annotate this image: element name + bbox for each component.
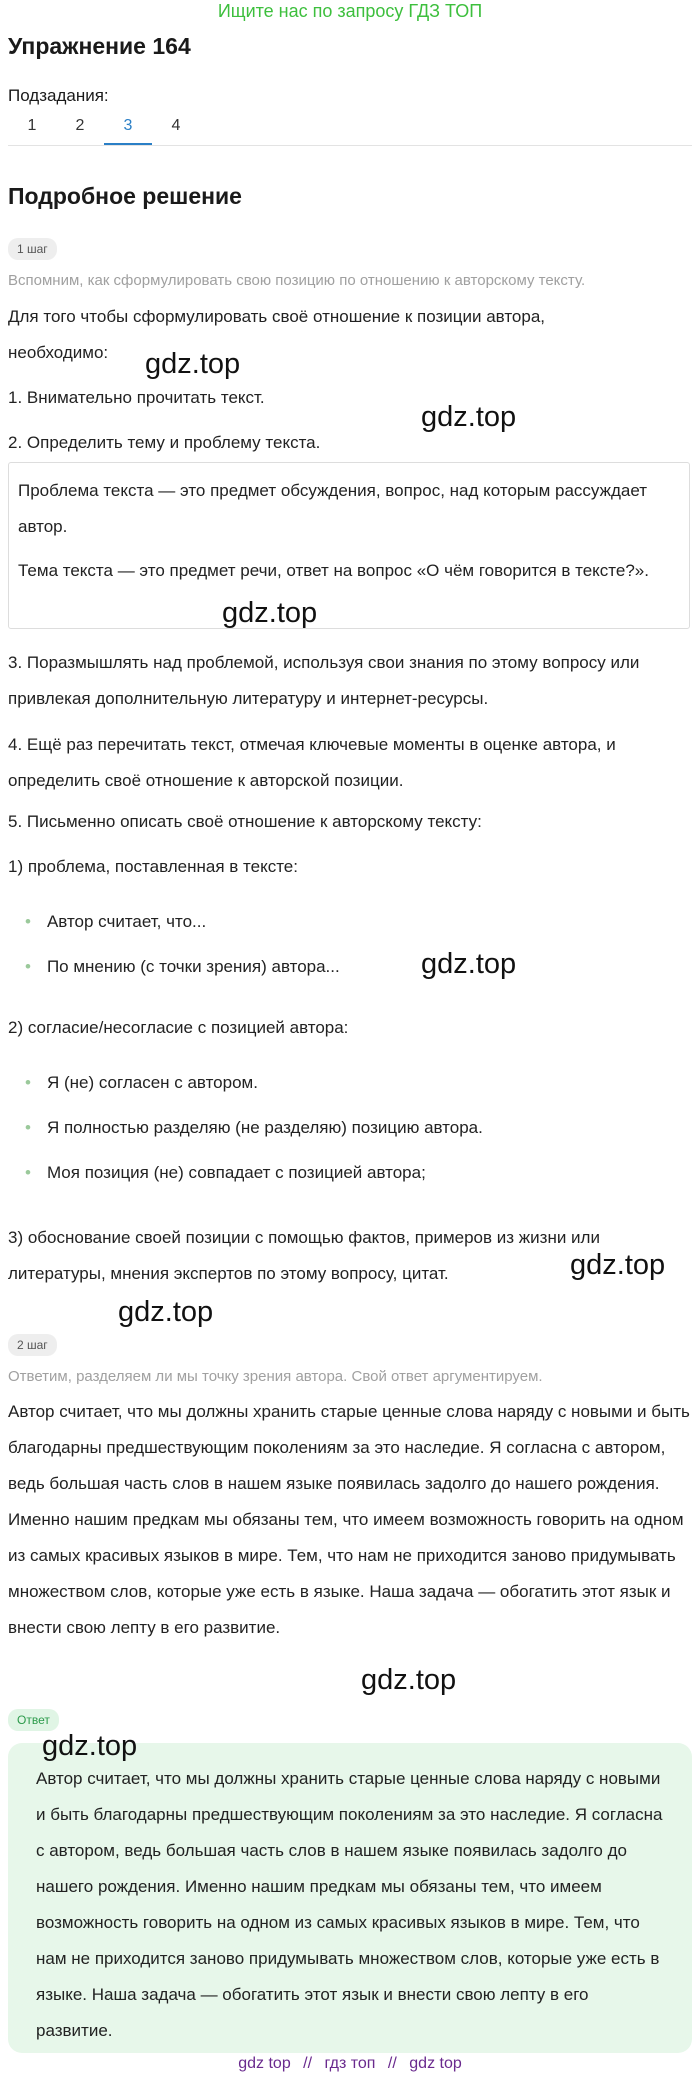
step-text: Автор считает, что мы должны хранить старые ценные слова наряду с новыми и быть благодарны предшествующим поколениям за это наследие. Я согласна с автором, ведь большая часть слов в нашем языке появилась задолго до нашего рождения. Именно нашим предкам мы обязаны тем, что имеем возможность говорить на одном из самых красивых языков в мире. Тем, что нам не приходится заново придумывать множеством слов, которые уже есть в языке. Наша задача — обогатить этот язык и внести свою лепту в его развитие. <box>8 1402 690 1637</box>
subtask-tabs <box>8 112 200 146</box>
watermark: gdz.top <box>42 1730 138 1762</box>
sub-item: 3) обоснование своей позиции с помощью фактов, примеров из жизни или литературы, мнения экспертов по этому вопросу, цитат. <box>8 1228 600 1283</box>
answer-text: Автор считает, что мы должны хранить старые ценные слова наряду с новыми и быть благодарны предшествующим поколениям за это наследие. Я согласна с автором, ведь большая часть слов в нашем языке появилась задолго до нашего рождения. Именно нашим предкам мы обязаны тем, что имеем возможность говорить на одном из самых красивых языков в мире. Тем, что нам не приходится заново придумывать множеством слов, которые уже есть в языке. Наша задача — обогатить этот язык и внести свою лепту в его развитие. <box>36 1769 663 2040</box>
intro-text-continued: необходимо: <box>8 343 109 362</box>
footer-link[interactable]: gdz top <box>238 2055 291 2072</box>
subtasks-label: Подзадания: <box>8 86 109 105</box>
step-badge: 2 шаг <box>8 1334 57 1356</box>
step-hint: Вспомним, как сформулировать свою позицию по отношению к авторскому тексту. <box>8 272 586 289</box>
exercise-title: Упражнение 164 <box>8 33 191 59</box>
answer-badge: Ответ <box>8 1709 59 1731</box>
theme-definition: Тема текста — это предмет речи, ответ на вопрос «О чём говорится в тексте?». <box>18 561 649 580</box>
list-item: 2. Определить тему и проблему текста. <box>8 433 321 452</box>
watermark: gdz.top <box>361 1664 457 1696</box>
footer-separator: // <box>303 2055 313 2072</box>
definition-box <box>8 462 690 629</box>
footer-links <box>0 2055 700 2073</box>
answer-box <box>8 1743 692 2053</box>
tab-subtask-2[interactable]: 2 <box>75 117 85 134</box>
list-item: 4. Ещё раз перечитать текст, отмечая ключевые моменты в оценке автора, и определить своё отношение к авторской позиции. <box>8 735 616 790</box>
promo-banner[interactable]: Ищите нас по запросу ГДЗ ТОП <box>217 1 483 21</box>
bullet-item: • Автор считает, что... <box>25 912 206 932</box>
list-item: 1. Внимательно прочитать текст. <box>8 388 265 407</box>
watermark: gdz.top <box>118 1296 214 1328</box>
tabs-divider <box>8 145 692 146</box>
list-item: 3. Поразмышлять над проблемой, используя свои знания по этому вопросу или привлекая дополнительную литературу и интернет-ресурсы. <box>8 653 640 708</box>
tab-subtask-4[interactable]: 4 <box>171 117 181 134</box>
bullet-item: • По мнению (с точки зрения) автора... <box>25 957 340 977</box>
watermark: gdz.top <box>570 1249 666 1281</box>
intro-text: Для того чтобы сформулировать своё отношение к позиции автора, <box>8 307 546 326</box>
problem-definition: Проблема текста — это предмет обсуждения, вопрос, над которым рассуждает автор. <box>18 481 648 536</box>
tab-subtask-3[interactable]: 3 <box>104 112 152 146</box>
bullet-item: • Я (не) согласен с автором. <box>25 1073 258 1093</box>
section-title: Подробное решение <box>8 183 242 209</box>
watermark: gdz.top <box>222 597 318 629</box>
footer-link[interactable]: gdz top <box>409 2055 462 2072</box>
tab-subtask-1[interactable]: 1 <box>27 117 37 134</box>
bullet-item: • Я полностью разделяю (не разделяю) позицию автора. <box>25 1118 483 1138</box>
sub-item: 2) согласие/несогласие с позицией автора: <box>8 1018 349 1037</box>
bullet-item: • Моя позиция (не) совпадает с позицией автора; <box>25 1163 426 1183</box>
step-hint: Ответим, разделяем ли мы точку зрения автора. Свой ответ аргументируем. <box>8 1368 543 1385</box>
watermark: gdz.top <box>145 348 241 380</box>
step-badge: 1 шаг <box>8 238 57 260</box>
list-item: 5. Письменно описать своё отношение к авторскому тексту: <box>8 812 482 831</box>
watermark: gdz.top <box>421 948 517 980</box>
sub-item: 1) проблема, поставленная в тексте: <box>8 857 298 876</box>
footer-separator: // <box>387 2055 397 2072</box>
watermark: gdz.top <box>421 401 517 433</box>
footer-link[interactable]: гдз топ <box>324 2055 376 2072</box>
